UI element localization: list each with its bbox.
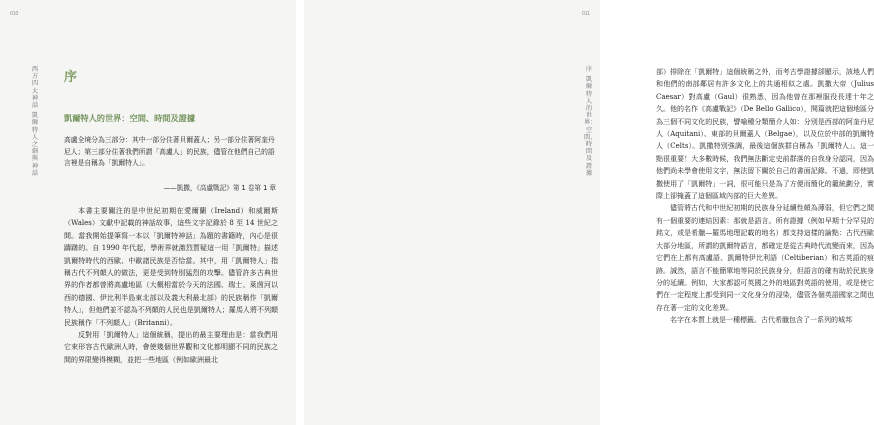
- body-text-left: [64, 205, 278, 366]
- paragraph: 名字在本質上就是一種標籤。古代希臘包含了一系列的城邦: [670, 316, 852, 325]
- running-head-section: 凱爾特人的世界：空間、時間及證據: [584, 76, 597, 177]
- paragraph: 反對用「凱爾特人」這個統稱，提出的最主要理由是：當我們用它來形容古代歐洲人時，會使幾個世界觀和文化都明顯不同的民族之間的界限變得模糊，並把一些地區（例如歐洲最北: [64, 331, 278, 364]
- running-head-chapter: 序: [585, 66, 593, 73]
- page-number: 010: [10, 11, 19, 17]
- right-page: [304, 0, 874, 425]
- paragraph: 部）排除在「凱爾特」這個統稱之外，而考古學證據卻顯示，該地人們和他們的南部鄰居有許多文化上的共通相似之處。凱撒大帝（Julius Caesar）對高盧（Gaul）很熟悉，因為他曾在那裡服役長達十年之久。他的名作《高盧戰記》（De Bello Gallico），開篇就把這個地區分為三個不同文化的民族，譬喻種分類簡介人如：分別是西部的阿奎丹尼人（Aquitani）、東部的貝爾蓋人（Belgae），以及位於中部的凱爾特人（Celts）。凱撒特別強調，最後這個族群自稱為「凱爾特人」。這一點很重要！大多數時候，我們無法斷定史前群落的自我身分認同，因為他們尚未學會使用文字，無法留下關於自己的書面記錄。不過，即使凱撒使用了「凱爾特」一詞，很可能只是為了方便而簡化的籠統劃分，實際上卻掩蓋了這個區域內部的巨大差異。: [656, 68, 874, 201]
- paragraph: 本書主要關注的是中世紀初期在愛爾蘭（Ireland）和威爾斯（Wales）文獻中記載的神話故事，這些文字記錄於 8 至 14 世紀之間。當我開始提筆寫一本以「凱爾特神話」為題的書籍時，內心是很躊躇的。自 1990 年代起，學術界就激烈質疑這一用「凱爾特」描述凱爾特時代的西歐、中歐諸民族是否恰當。其中，用「凱爾特人」指稱古代不列顛人的做法，更是受到特別猛烈的攻擊。儘管許多古典世界的作者都曾將高盧地區（大概相當於今天的法國、瑞士、萊茵河以西的德國、伊比利半島東北部以及義大利最北部）的民族稱作「凱爾特人」，但他們並不認為不列顛的人民也是凱爾特人；羅馬人將不列顛民族稱作「不列顛人」（Britanni）。: [64, 207, 278, 327]
- chapter-title: 序: [64, 70, 78, 85]
- running-head-book-title: 西方四大神話: [31, 66, 39, 110]
- page-number: 011: [582, 11, 590, 17]
- section-title: 凱爾特人的世界：空間、時間及證據: [64, 113, 196, 123]
- running-head-right: [584, 66, 597, 177]
- running-head-book-subtitle: 凱爾特人之劍與神話: [31, 112, 39, 177]
- body-text-right: [656, 66, 874, 327]
- epigraph-attribution: ——凱撒，《高盧戰記》第 1 卷第 1 章: [163, 184, 276, 192]
- running-head-left: [30, 66, 40, 177]
- gutter: [296, 0, 304, 425]
- epigraph: 高盧全境分為三部分：其中一部分住著貝爾蓋人；另一部分住著阿奎丹尼人；第三部分住著我們所謂「高盧人」的民族，儘管在他們自己的語言裡是自稱為「凱爾特人」。: [64, 136, 275, 167]
- paragraph: 儘管將古代和中世紀初期的民族身分延續性頗為薄弱，但它們之間有一個重要的連結因素：那就是語言。所有證據（例如早期十分罕見的銘文，或是希臘—羅馬地理記載的地名）都支持這樣的論點：古代西歐大部分地區，所謂的凱爾特語言，都確定是從古典時代流變而來，因為它們在上都有高盧語、凱爾特伊比利語（Celtiberian）和古英語的痕跡。誠然，語言不能簡單地等同於民族身分，但語言的確有助於民族身分的延續。例如，大家都認可英國之外的地區對英語的使用，或是使它們在一定程度上都受到同一文化身分的浸染，儘管各個英語國家之間也存在著一定的文化差異。: [656, 204, 874, 312]
- left-page: [0, 0, 296, 425]
